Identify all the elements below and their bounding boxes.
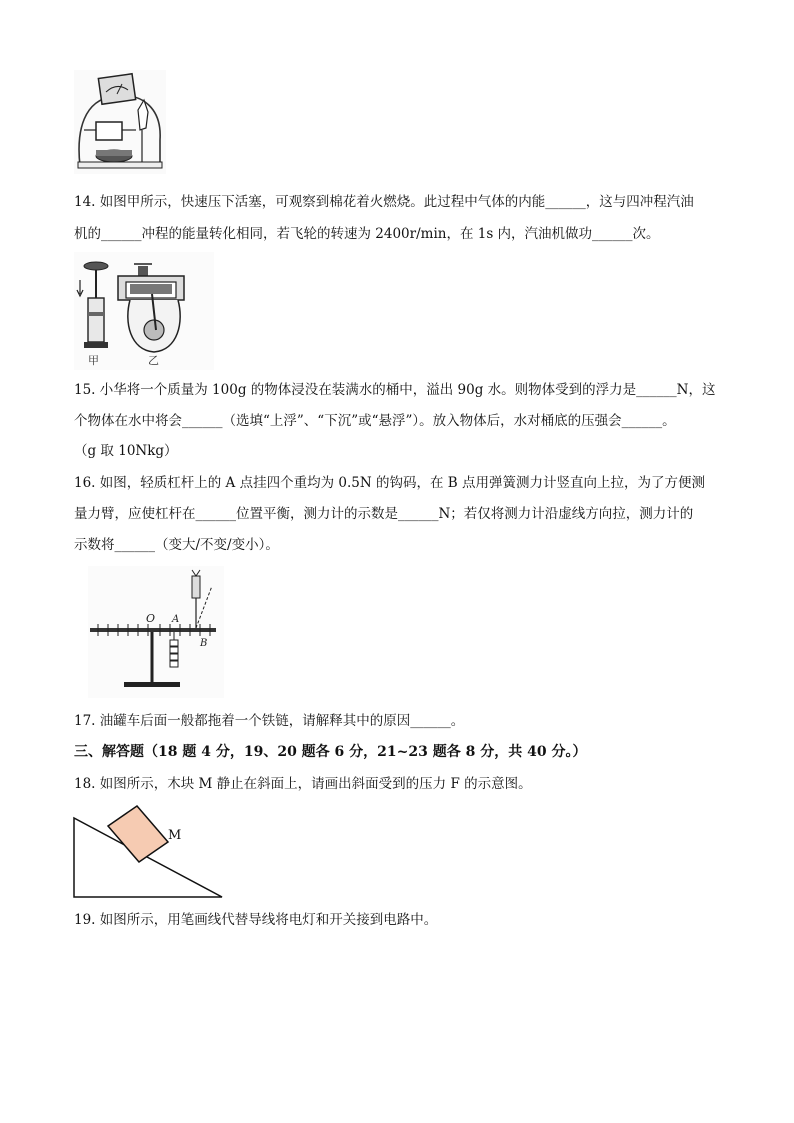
q15-line-3: （g 取 10Nkg） xyxy=(74,443,178,459)
q15-line-2: 个物体在水中将会______（选填“上浮”、“下沉”或“悬浮”）。放入物体后，水对桶底的压强会______。 xyxy=(74,413,676,429)
q14-figure xyxy=(74,252,214,370)
label-yi: 乙 xyxy=(148,354,159,367)
q17-line-1: 17. 油罐车后面一般都拖着一个铁链，请解释其中的原因______。 xyxy=(74,713,465,729)
block-m-label: M xyxy=(168,828,182,843)
q18-line-1: 18. 如图所示，木块 M 静止在斜面上，请画出斜面受到的压力 F 的示意图。 xyxy=(74,776,532,792)
q14-line-1: 14. 如图甲所示，快速压下活塞，可观察到棉花着火燃烧。此过程中气体的内能______，这与四冲程汽油 xyxy=(74,194,694,210)
label-b: B xyxy=(200,638,208,649)
q18-figure xyxy=(72,804,228,900)
apparatus-figure xyxy=(74,70,166,174)
label-a: A xyxy=(172,614,180,625)
q16-line-3: 示数将______（变大/不变/变小）。 xyxy=(74,537,279,553)
q15-line-1: 15. 小华将一个质量为 100g 的物体浸没在装满水的桶中，溢出 90g 水。则物体受到的浮力是______N，这 xyxy=(74,382,716,398)
incline-block-drawing xyxy=(72,804,228,900)
label-jia: 甲 xyxy=(88,354,99,367)
piston-engine-drawing xyxy=(74,252,214,370)
lever-drawing xyxy=(88,566,224,698)
q16-figure xyxy=(88,566,224,698)
q16-line-1: 16. 如图，轻质杠杆上的 A 点挂四个重均为 0.5N 的钩码，在 B 点用弹簧测力计竖直向上拉，为了方便测 xyxy=(74,475,705,491)
generator-apparatus-drawing xyxy=(74,70,166,174)
label-o: O xyxy=(146,612,156,625)
q19-line-1: 19. 如图所示，用笔画线代替导线将电灯和开关接到电路中。 xyxy=(74,912,438,928)
q14-line-2: 机的______冲程的能量转化相同，若飞轮的转速为 2400r/min，在 1s 内，汽油机做功______次。 xyxy=(74,226,660,242)
q16-line-2: 量力臂，应使杠杆在______位置平衡，测力计的示数是______N；若仅将测力计沿虚线方向拉，测力计的 xyxy=(74,506,694,522)
section-3-title: 三、解答题（18 题 4 分，19、20 题各 6 分，21~23 题各 8 分，共 40 分。） xyxy=(74,744,587,760)
